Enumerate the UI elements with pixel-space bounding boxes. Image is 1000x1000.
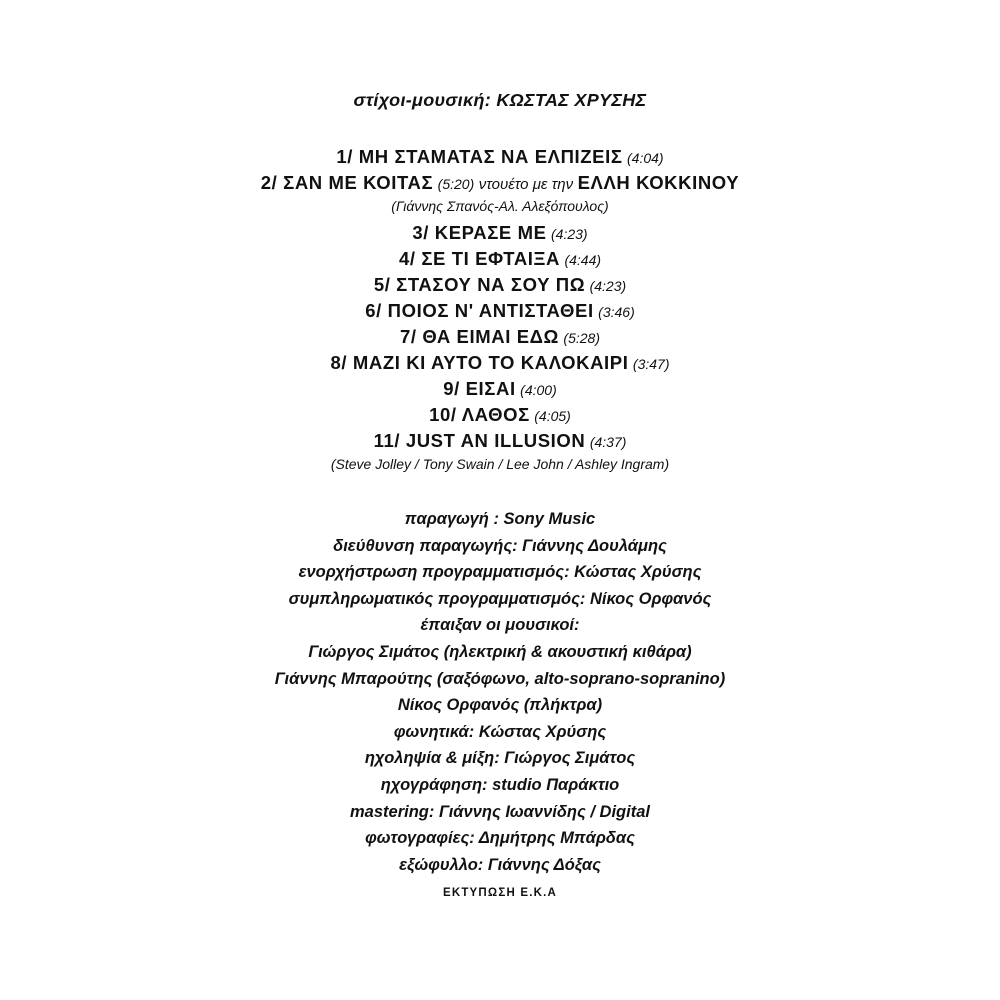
track-title: 4/ ΣΕ ΤΙ ΕΦΤΑΙΞΑ <box>398 248 561 269</box>
track-title: 7/ ΘΑ ΕΙΜΑΙ ΕΔΩ <box>400 326 559 347</box>
track-duration: (4:44) <box>564 252 602 268</box>
credit-orchestration: ενορχήστρωση προγραμματισμός: Κώστας Χρύσης <box>298 563 702 582</box>
credit-vocals: φωνητικά: Κώστας Χρύσης <box>393 722 607 741</box>
track-duration: (4:23) <box>551 226 588 242</box>
track-title: 8/ ΜΑΖΙ ΚΙ ΑΥΤΟ ΤΟ ΚΑΛΟΚΑΙΡΙ <box>330 352 629 373</box>
track-title: 11/ JUST AN ILLUSION <box>373 430 586 451</box>
track-duration: (4:05) <box>534 408 571 424</box>
tracklist <box>0 144 1000 478</box>
credit-recording: ηχογράφηση: studio Παράκτιο <box>380 775 620 794</box>
duet-artist: ΕΛΛΗ ΚΟΚΚΙΝΟΥ <box>577 172 740 193</box>
credit-musician-guitar: Γιώργος Σιμάτος (ηλεκτρική & ακουστική κιθάρα) <box>308 642 692 661</box>
print-credit: ΕΚΤΥΠΩΣΗ Ε.Κ.Α <box>442 887 558 899</box>
track-title: 6/ ΠΟΙΟΣ Ν' ΑΝΤΙΣΤΑΘΕΙ <box>365 300 594 321</box>
credit-musician-saxophone: Γιάννης Μπαρούτης (σαξόφωνο, alto-soprano-sopranino) <box>274 669 726 688</box>
production-credits <box>0 506 1000 878</box>
track-2-writers: (Γιάννης Σπανός-Αλ. Αλεξόπουλος) <box>391 198 609 214</box>
duet-note: ντουέτο με την <box>478 176 574 193</box>
track-title: 9/ ΕΙΣΑΙ <box>443 378 516 399</box>
credit-musician-keyboards: Νίκος Ορφανός (πλήκτρα) <box>397 696 603 715</box>
track-title: 5/ ΣΤΑΣΟΥ ΝΑ ΣΟΥ ΠΩ <box>373 274 586 295</box>
track-9 <box>0 376 1000 402</box>
track-duration: (5:20) <box>437 176 475 192</box>
track-duration: (3:46) <box>598 304 635 320</box>
track-2 <box>0 170 1000 196</box>
credit-additional-programming: συμπληρωματικός προγραμματισμός: Νίκος Ορφανός <box>288 589 712 608</box>
track-6 <box>0 298 1000 324</box>
track-1 <box>0 144 1000 170</box>
lyrics-music-credit: στίχοι-μουσική: ΚΩΣΤΑΣ ΧΡΥΣΗΣ <box>353 90 647 110</box>
track-title: 1/ ΜΗ ΣΤΑΜΑΤΑΣ ΝΑ ΕΛΠΙΖΕΙΣ <box>336 146 623 167</box>
track-duration: (4:00) <box>520 382 557 398</box>
credit-production: παραγωγή : Sony Music <box>404 510 596 528</box>
track-duration: (5:28) <box>563 330 600 346</box>
track-11 <box>0 428 1000 454</box>
credit-engineering-mix: ηχοληψία & μίξη: Γιώργος Σιμάτος <box>364 749 636 768</box>
track-8 <box>0 350 1000 376</box>
credit-photography: φωτογραφίες: Δημήτρης Μπάρδας <box>365 829 635 848</box>
credit-mastering: mastering: Γιάννης Ιωαννίδης / Digital <box>350 802 650 821</box>
track-10 <box>0 402 1000 428</box>
track-5 <box>0 272 1000 298</box>
credit-cover: εξώφυλλο: Γιάννης Δόξας <box>399 855 601 874</box>
credit-production-direction: διεύθυνση παραγωγής: Γιάννης Δουλάμης <box>333 536 667 555</box>
track-7 <box>0 324 1000 350</box>
track-duration: (4:23) <box>589 278 627 294</box>
track-4 <box>0 246 1000 272</box>
track-duration: (4:37) <box>589 434 627 450</box>
track-title: 10/ ΛΑΘΟΣ <box>429 404 530 425</box>
credit-musicians-heading: έπαιξαν οι μουσικοί: <box>420 616 580 635</box>
track-duration: (4:04) <box>627 150 664 166</box>
track-11-writers: (Steve Jolley / Tony Swain / Lee John / Ashley Ingram) <box>330 456 670 472</box>
track-duration: (3:47) <box>632 356 670 372</box>
track-title: 2/ ΣΑΝ ΜΕ ΚΟΙΤΑΣ <box>260 172 434 193</box>
track-3 <box>0 220 1000 246</box>
track-title: 3/ ΚΕΡΑΣΕ ΜΕ <box>412 222 547 243</box>
